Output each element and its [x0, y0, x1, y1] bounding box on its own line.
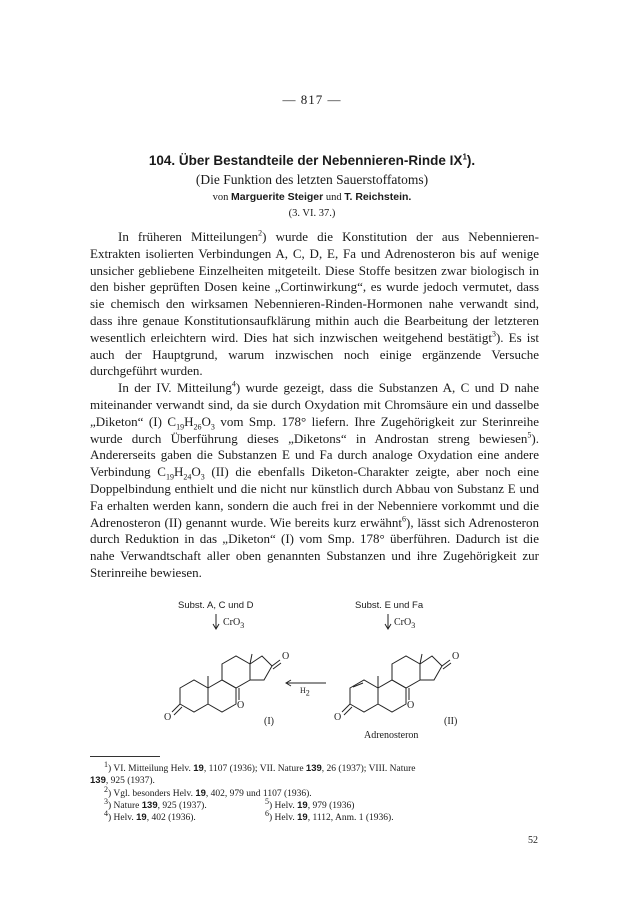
volume-number: 19 — [195, 788, 206, 799]
oxygen-3-left: O — [164, 712, 172, 723]
author-und: und — [325, 192, 342, 203]
footnote-text: ) Helv. — [269, 813, 298, 823]
reagent-left: CrO$_3$ — [223, 617, 245, 630]
footnote-ref: 2 — [258, 228, 263, 238]
text-run: O — [201, 413, 211, 429]
article-subtitle: (Die Funktion des letzten Sauerstoffatoms) — [195, 172, 429, 187]
footnote-3 — [90, 796, 254, 812]
oxygen-3-right: O — [334, 712, 342, 723]
footnote-text: ) Helv. — [269, 801, 298, 811]
footnote-number: 1 — [104, 759, 108, 769]
volume-number: 19 — [297, 812, 308, 823]
volume-number: 139 — [305, 763, 322, 774]
text-run: ). Andererseits gaben die Substanzen E und Fa durch analoge Oxydation eine andere Verbindung C — [90, 430, 539, 480]
footnote-6 — [265, 808, 485, 824]
text-run: H — [173, 464, 184, 480]
footnote-text: , 402, 979 und 1107 (1936). — [205, 789, 312, 799]
reagent-right: CrO$_3$ — [394, 617, 416, 630]
footnote-number: 4 — [104, 808, 108, 818]
formula-subscript: 19 — [176, 422, 185, 432]
footnote-ref: 5 — [527, 430, 532, 440]
footnote-ref: 4 — [231, 379, 236, 389]
received-date: (3. VI. 37.) — [288, 208, 336, 219]
text-run: vom Smp. 178° liefern. Ihre Zugehörigkeit zur Sterinreihe wurde durch Überführung dieses „Diketons“ in Androstan streng bewiesen — [90, 413, 539, 446]
footnote-rule — [90, 756, 160, 757]
volume-number: 19 — [136, 812, 147, 823]
text-run: In früheren Mitteilungen — [118, 229, 259, 244]
page-number: — 817 — — [282, 92, 342, 107]
title-footnote-marker: 1 — [462, 152, 467, 162]
volume-number: 19 — [297, 800, 308, 811]
text-run: In der IV. Mitteilung — [118, 380, 232, 396]
scheme-left-start: Subst. A, C und D — [178, 600, 254, 611]
footnote-1-cont — [90, 775, 540, 787]
author-2: T. Reichstein. — [344, 191, 412, 203]
formula-subscript: 19 — [165, 472, 174, 482]
footnote-text: ) Vgl. besonders Helv. — [108, 789, 196, 799]
formula-subscript: 24 — [183, 472, 192, 482]
reduction-reagent: $H_2$ — [300, 686, 310, 698]
footnote-text: , 402 (1936). — [146, 813, 196, 823]
oxygen-11-left: O — [237, 700, 245, 711]
volume-number: 19 — [193, 763, 204, 774]
text-run: ), lässt sich Adrenosteron durch Reduktion in das „Diketon“ (I) vom Smp. 178° überführen. Dadurch ist die nahe Verwandtschaft aller oben genannten Substanzen und ihre Zugehörigkeit zur Sterinreihe bewiesen. — [90, 514, 540, 580]
label-II: (II) — [444, 716, 458, 727]
footnote-text: ) VI. Mitteilung Helv. — [108, 764, 194, 774]
article-title: 104. Über Bestandteile der Nebennieren-Rinde $IX^1$). — [148, 152, 476, 168]
volume-number: 139 — [90, 775, 106, 786]
text-run: ) wurde gezeigt, dass die Substanzen A, C und D nahe miteinander verwandt sind, da sie durch Oxydation mit Chromsäure ein und dasselbe „Diketon“ (I) C — [90, 380, 539, 429]
structure-adrenosteron-II — [342, 654, 451, 715]
label-adrenosteron: Adrenosteron — [364, 730, 419, 741]
footnote-ref: 3 — [491, 329, 496, 339]
author-1: Marguerite Steiger — [231, 191, 324, 203]
footnote-number: 3 — [104, 796, 108, 806]
footnote-text: , 979 (1936) — [307, 801, 355, 811]
label-I: (I) — [264, 716, 274, 727]
footnote-number: 2 — [104, 784, 108, 794]
formula-subscript: 26 — [193, 422, 202, 432]
footnote-text: ) Helv. — [108, 813, 137, 823]
footnote-text: , 1112, Anm. 1 (1936). — [307, 813, 394, 823]
footnote-text: ) Nature — [108, 801, 142, 811]
footnote-2 — [90, 784, 554, 800]
footnote-1 — [90, 759, 554, 775]
scheme-right-start: Subst. E und Fa — [355, 600, 424, 611]
footnote-text: , 1107 (1936); VII. Nature — [203, 764, 306, 774]
oxygen-17-left: O — [282, 651, 290, 662]
oxygen-11-right: O — [407, 700, 415, 711]
text-run: H — [184, 413, 194, 429]
footnote-number: 6 — [265, 808, 269, 818]
author-von: von — [212, 192, 229, 203]
footnote-text: , 925 (1937). — [105, 776, 155, 786]
volume-number: 139 — [141, 800, 158, 811]
structure-diketon-I — [172, 654, 281, 715]
text-run: ). Es ist auch der Hauptgrund, warum inzwischen noch einige ergänzende Versuche durchgeführt wurden. — [90, 329, 539, 379]
text-run: ) wurde die Konstitution der aus Nebennieren-Extrakten isolierten Verbindungen A, C, D, E, Fa und Adrenosteron bis auf wenige unsicher gebliebene Einzelheiten mitgeteilt. Diese Stoffe besitzen zwar biologisch in den bisher geprüften Dosen keine „Cortinwirkung“, es wurde jedoch vermutet, dass sie chemisch den wirksamen Nebennieren-Rinden-Hormonen nahe verwandt sind, dass ihre genaue Konstitutionsaufklärung mithin auch die Bearbeitung der letzteren wesentlich erleichtern wird. Dies hat sich inzwischen weitgehend bestätigt — [90, 229, 539, 345]
footnote-text: , 26 (1937); VIII. Nature — [321, 764, 416, 774]
footnote-number: 5 — [265, 796, 269, 806]
article-title-text: 104. Über Bestandteile der Nebennieren-Rinde IX — [148, 153, 463, 168]
formula-subscript: 3 — [210, 422, 215, 432]
oxygen-17-right: O — [452, 651, 460, 662]
footnote-ref: 6 — [401, 514, 406, 524]
text-run: O — [191, 464, 201, 480]
footnote-4 — [90, 808, 254, 824]
text-run: (II) die ebenfalls Diketon-Charakter zeigte, aber noch eine Doppelbindung enthielt und die nicht nur künstlich durch Abbau von Substanz E und Fa erhalten werden kann, sondern die auch frei in der Nebenniere vorkommt und die Adrenosteron (II) genannt wurde. Wie bereits kurz erwähnt — [90, 464, 539, 530]
footnote-5 — [265, 796, 465, 812]
formula-subscript: 3 — [200, 472, 205, 482]
footnote-text: , 925 (1937). — [157, 801, 207, 811]
sheet-signature: 52 — [528, 835, 538, 846]
